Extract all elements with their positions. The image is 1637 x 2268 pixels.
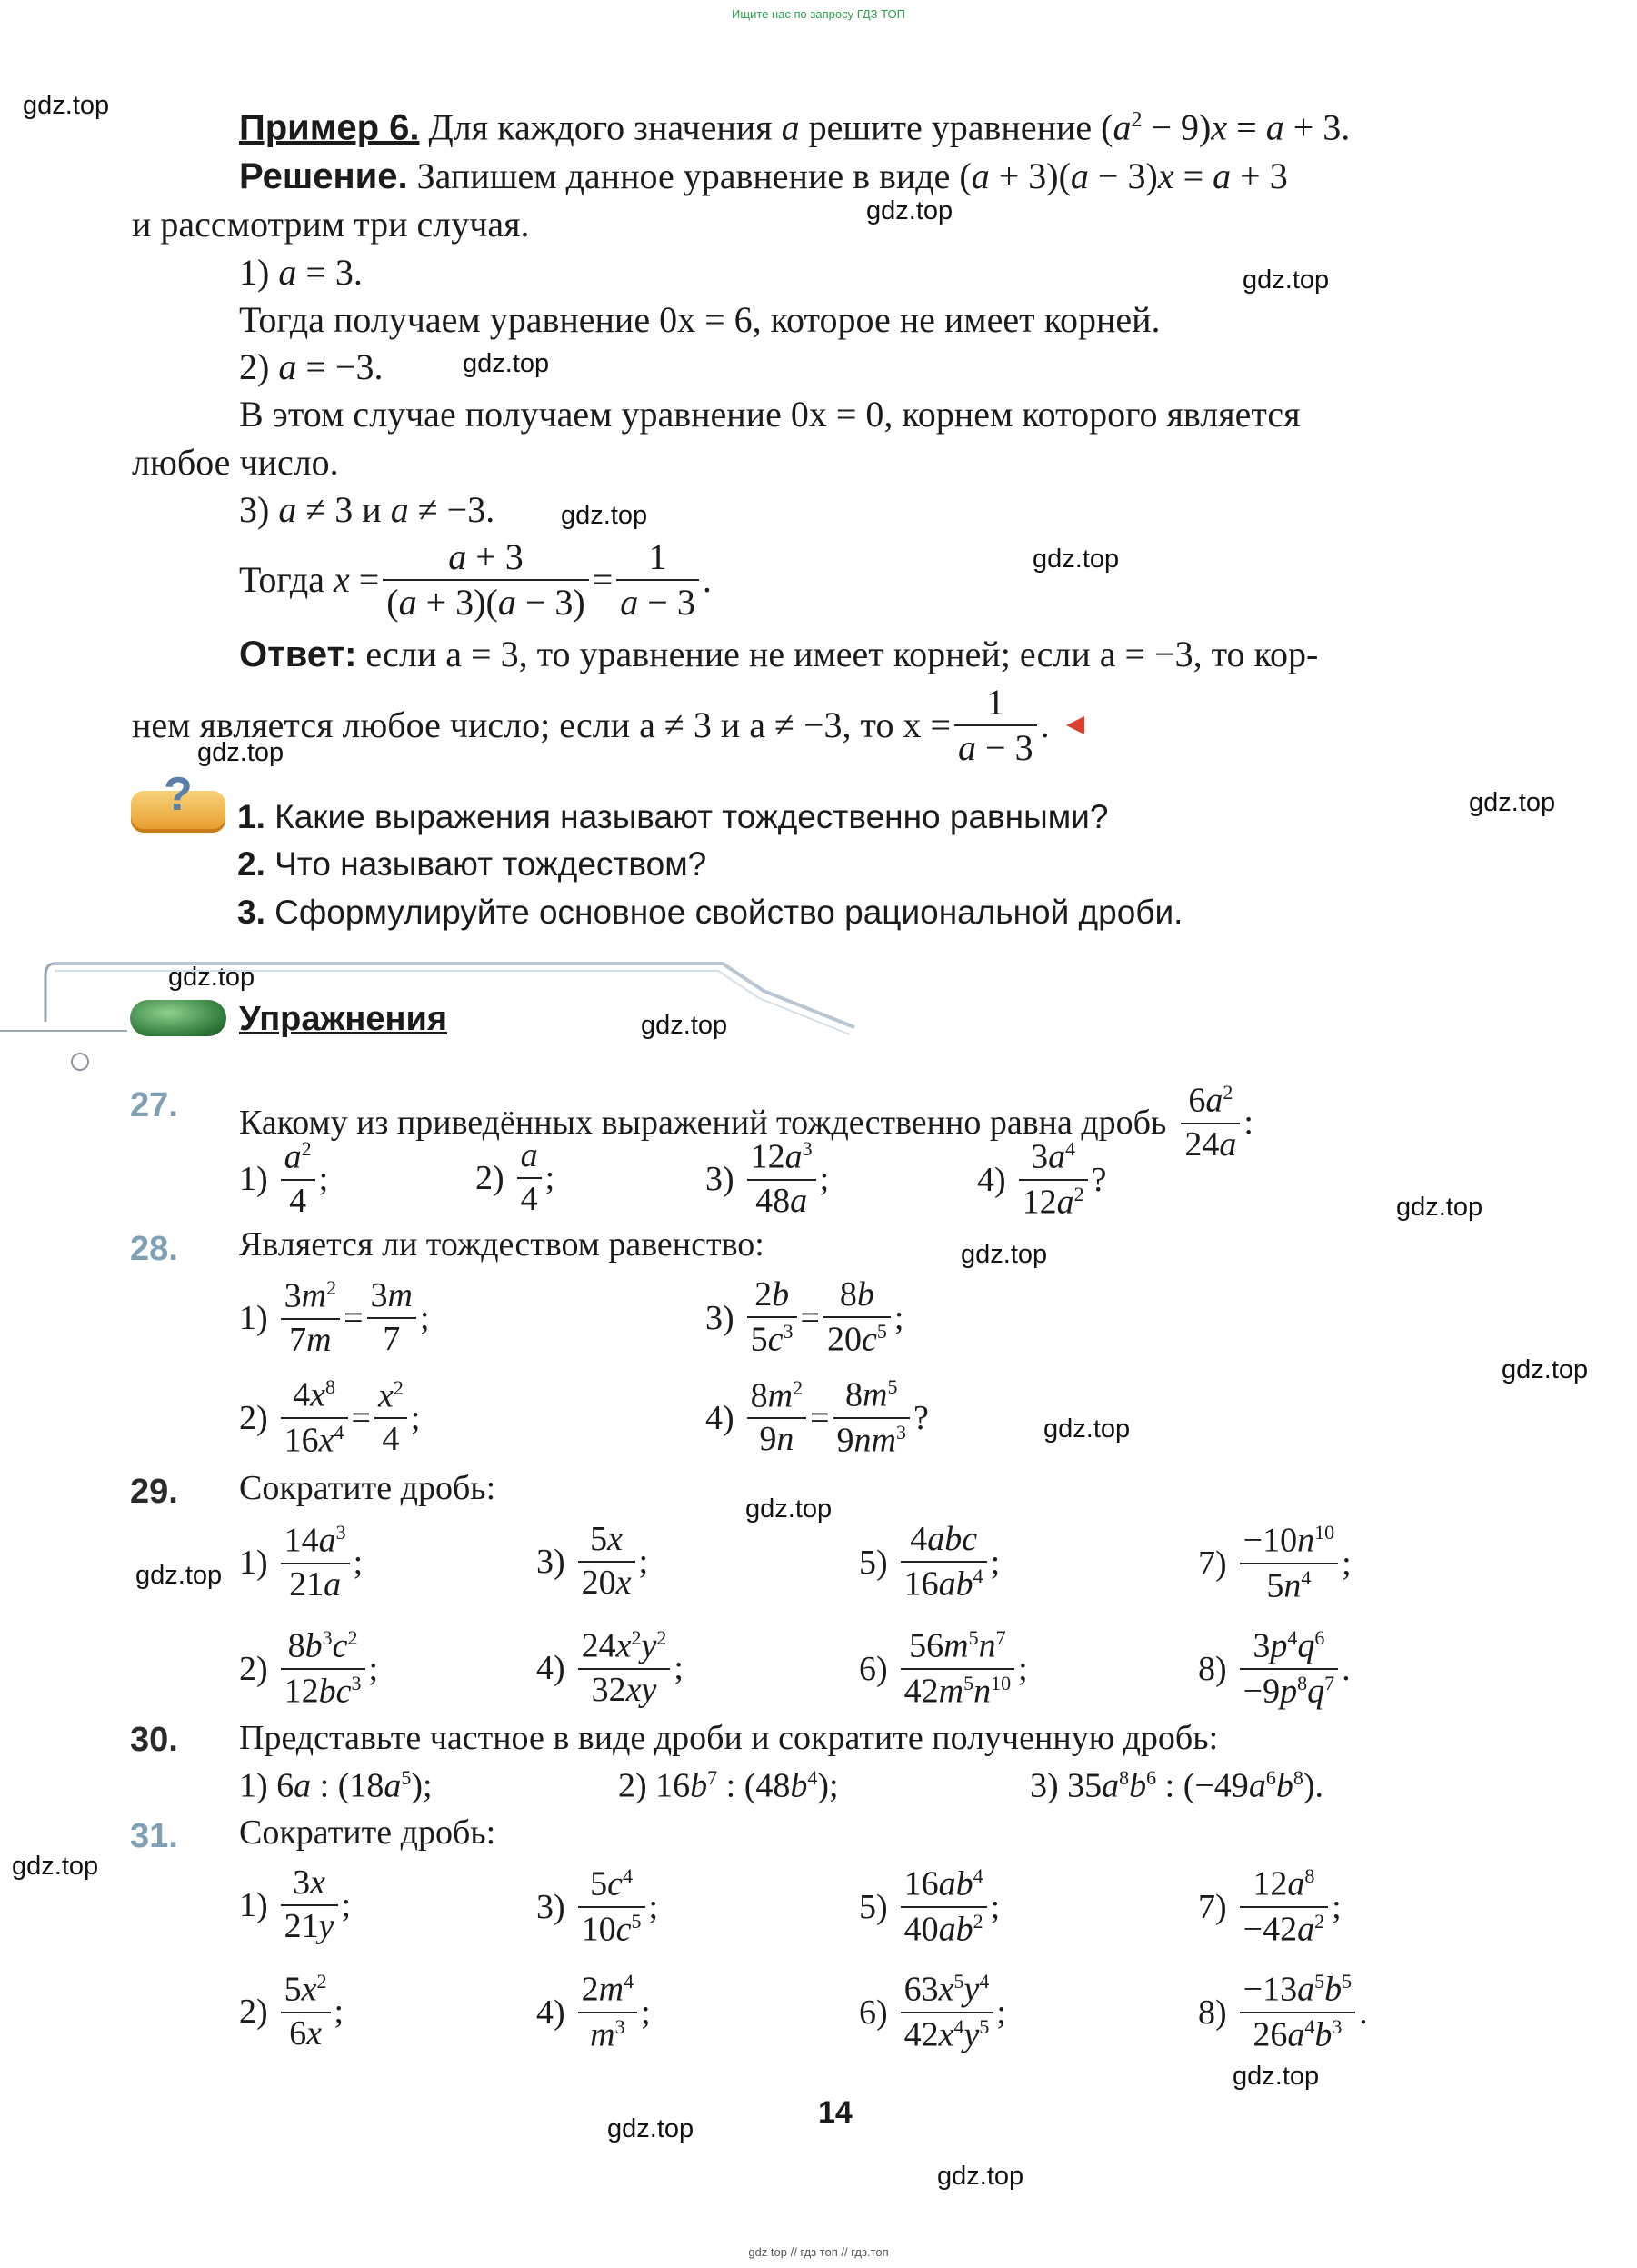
watermark: gdz.top: [23, 91, 110, 120]
bottom-note: gdz top // гдз топ // гдз.топ: [748, 2245, 889, 2259]
watermark: gdz.top: [1033, 545, 1120, 574]
ex29-option-5: 5) $\frac{\text{4abc}}{16ab^4}$ ;: [859, 1520, 1001, 1604]
question-icon: ?: [131, 791, 225, 833]
ex31-option-1: 1) $\frac{3x}{21y}$ ;: [239, 1863, 352, 1945]
ex27-option-1: 1) $\frac{a^2}{4}$ ;: [239, 1137, 329, 1220]
ex31-option-5: 5) $\frac{16ab^4}{40ab^2}$ ;: [859, 1864, 1001, 1949]
watermark: gdz.top: [197, 738, 284, 767]
ex28-option-4: 4) $\frac{8m^2}{9n}$ = $\frac{8m^5}{9nm^3}$ ?: [705, 1375, 929, 1460]
ex31-option-7: 7) $\frac{12a^8}{-42a^2}$ ;: [1198, 1864, 1342, 1949]
fraction: $\frac{6a^2}{24a}$: [1181, 1082, 1240, 1163]
watermark: gdz.top: [135, 1561, 223, 1590]
section-pill-icon: [130, 1000, 226, 1036]
ex31-option-6: 6) $\frac{63x^5y^4}{42x^4y^5}$ ;: [859, 1970, 1006, 2054]
example-title: Пример 6.: [239, 107, 420, 148]
watermark: gdz.top: [12, 1852, 99, 1881]
case-3-formula: Тогда x = $\frac{a + 3}{(a + 3)(a - 3)}$ = $\frac{1}{a - 3}$ .: [239, 536, 712, 623]
exercise-28-text: Является ли тождеством равенство:: [239, 1225, 764, 1264]
exercise-number: 29.: [130, 1473, 178, 1511]
watermark: gdz.top: [561, 501, 648, 530]
watermark: gdz.top: [1396, 1193, 1483, 1222]
example-title-line: Пример 6. Для каждого значения a решите уравнение $(a^2 - 9)x = a + 3$.: [239, 106, 1351, 148]
answer-line: Ответ: если a = 3, то уравнение не имеет корней; если a = −3, то кор-: [239, 634, 1319, 674]
ex28-option-1: 1) $\frac{3m^2}{7m}$ = $\frac{3m}{7}$ ;: [239, 1275, 430, 1359]
section-title: Упражнения: [239, 1000, 448, 1038]
exercise-30-text: Представьте частное в виде дроби и сократите полученную дробь:: [239, 1719, 1219, 1757]
watermark: gdz.top: [1043, 1414, 1131, 1444]
watermark: gdz.top: [1502, 1355, 1589, 1384]
exercise-number: 30.: [130, 1721, 178, 1759]
ex29-option-7: 7) $\frac{-10n^{10}}{5n^4}$ ;: [1198, 1521, 1352, 1605]
ex31-option-3: 3) $\frac{5c^4}{10c^5}$ ;: [536, 1864, 659, 1949]
question-1: 1. Какие выражения называют тождественно равными?: [237, 798, 1109, 835]
ex27-option-4: 4) $\frac{3a^4}{12a^2}$ ?: [977, 1137, 1107, 1222]
ex27-option-2: 2) $\frac{a}{4}$ ;: [475, 1136, 555, 1218]
ex31-option-8: 8) $\frac{-13a^5b^5}{26a^4b^3}$ .: [1198, 1970, 1368, 2054]
case-2-text: В этом случае получаем уравнение 0x = 0, корнем которого является: [239, 394, 1301, 435]
ex30-option-3: 3) $35a^8b^6$ : $(-49a^6b^8)$.: [1030, 1766, 1323, 1805]
exercise-31-text: Сократите дробь:: [239, 1813, 496, 1852]
watermark: gdz.top: [937, 2162, 1024, 2191]
ex30-option-2: 2) $16b^7$ : $(48b^4)$;: [618, 1766, 839, 1805]
answer-line-2: нем является любое число; если a ≠ 3 и a ≠ −3, то x = $\frac{1}{a - 3}$ .: [132, 684, 1084, 767]
ex29-option-8: 8) $\frac{3p^4q^6}{-9p^8q^7}$ .: [1198, 1626, 1351, 1711]
watermark: gdz.top: [641, 1011, 728, 1040]
solution-line: Решение. Запишем данное уравнение в виде (a + 3)(a − 3)x = a + 3: [239, 155, 1288, 196]
watermark: gdz.top: [1243, 265, 1330, 295]
watermark: gdz.top: [463, 349, 550, 378]
watermark: gdz.top: [961, 1240, 1048, 1269]
watermark: gdz.top: [866, 196, 953, 225]
ex29-option-2: 2) $\frac{8b^3c^2}{12bc^3}$ ;: [239, 1626, 379, 1711]
question-2: 2. Что называют тождеством?: [237, 845, 707, 883]
case-1: 1) a = 3.: [239, 252, 363, 293]
page-number: 14: [818, 2095, 853, 2130]
ex31-option-4: 4) $\frac{2m^4}{m^3}$ ;: [536, 1970, 651, 2054]
ex29-option-4: 4) $\frac{24x^2y^2}{32xy}$ ;: [536, 1626, 684, 1709]
case-1-text: Тогда получаем уравнение 0x = 6, которое не имеет корней.: [239, 299, 1161, 340]
solution-line-3: и рассмотрим три случая.: [132, 204, 530, 245]
ex31-option-2: 2) $\frac{5x^2}{6x}$ ;: [239, 1970, 344, 2053]
exercise-number: 27.: [130, 1086, 178, 1124]
watermark: gdz.top: [607, 2114, 694, 2143]
top-note: Ищите нас по запросу ГДЗ ТОП: [732, 7, 905, 21]
watermark: gdz.top: [1469, 788, 1556, 817]
ex27-option-3: 3) $\frac{12a^3}{48a}$ ;: [705, 1137, 830, 1220]
exercise-number: 28.: [130, 1230, 178, 1268]
exercise-29-text: Сократите дробь:: [239, 1469, 496, 1507]
end-marker-icon: [1066, 716, 1084, 734]
fraction: $\frac{a + 3}{(a + 3)(a - 3)}$: [383, 538, 588, 622]
fraction: $\frac{1}{a - 3}$: [616, 538, 699, 622]
watermark: gdz.top: [745, 1494, 833, 1524]
watermark: gdz.top: [168, 963, 255, 992]
ex28-option-3: 3) $\frac{2b}{5c^3}$ = $\frac{8b}{20c^5}$ ;: [705, 1275, 904, 1359]
exercise-number: 31.: [130, 1817, 178, 1855]
ex29-option-6: 6) $\frac{56m^5n^7}{42m^5n^{10}}$ ;: [859, 1626, 1028, 1711]
case-2-text-2: любое число.: [132, 442, 339, 483]
ex29-option-3: 3) $\frac{5x}{20x}$ ;: [536, 1520, 649, 1602]
question-3: 3. Сформулируйте основное свойство рациональной дроби.: [237, 894, 1183, 931]
case-2: 2) a = −3.: [239, 346, 384, 387]
ex28-option-2: 2) $\frac{4x^8}{16x^4}$ = $\frac{x^2}{4}$ ;: [239, 1375, 421, 1460]
case-3: 3) a ≠ 3 и a ≠ −3.: [239, 489, 495, 530]
exercise-27-text: Какому из приведённых выражений тождественно равна дробь $\frac{6a^2}{24a}$ :: [239, 1081, 1253, 1164]
ex30-option-1: 1) 6a : $(18a^5)$;: [239, 1766, 433, 1805]
fraction: $\frac{1}{a - 3}$: [954, 684, 1037, 767]
watermark: gdz.top: [1233, 2062, 1320, 2091]
ex29-option-1: 1) $\frac{14a^3}{21a}$ ;: [239, 1521, 364, 1604]
